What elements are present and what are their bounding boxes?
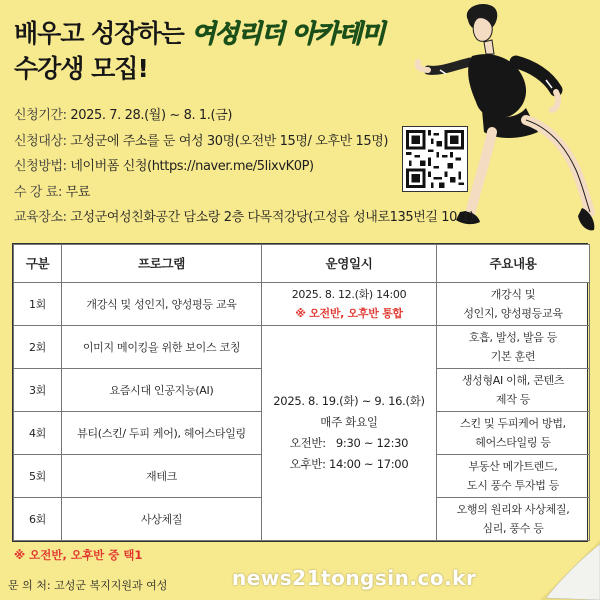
cell-content: 스킨 및 두피케어 방법, 헤어스타일링 등 (437, 412, 590, 455)
qr-code[interactable] (402, 126, 468, 192)
title-line2: 수강생 모집! (14, 54, 148, 83)
merged-class-note: ※ 오전반, 오후반 통합 (295, 307, 403, 320)
cell-program: 요즘시대 인공지능(AI) (62, 369, 262, 412)
title-line1-prefix: 배우고 성장하는 (14, 19, 192, 48)
table-row (14, 283, 590, 326)
cell-content: 생성형AI 이해, 콘텐츠 제작 등 (437, 369, 590, 412)
cell-schedule-weekly: 2025. 8. 19.(화) ~ 9. 16.(화) 매주 화요일 오전반: 9:30 ~ 12:30 오후반: 14:00 ~ 17:00 (262, 326, 437, 541)
cell-program: 이미지 메이킹을 위한 보이스 코칭 (62, 326, 262, 369)
page-curl-decoration (540, 540, 600, 600)
watermark: news21tongsin.co.kr (232, 566, 477, 590)
schedule-table (13, 244, 590, 541)
cell-no: 3회 (14, 369, 62, 412)
header-program: 프로그램 (62, 245, 262, 283)
signup-link[interactable]: 네이버폼 신청(https://naver.me/5lixvK0P) (70, 159, 314, 174)
cell-program: 재테크 (62, 455, 262, 498)
cell-program: 뷰티(스킨/ 두피 케어), 헤어스타일링 (62, 412, 262, 455)
info-row-target: 신청대상: 고성군에 주소를 둔 여성 30명(오전반 15명/ 오후반 15명) (14, 133, 389, 149)
header-no: 구분 (14, 245, 62, 283)
cell-program: 사상체질 (62, 498, 262, 541)
cell-no: 6회 (14, 498, 62, 541)
contact-info: 문 의 처: 고성군 복지지원과 여성 (8, 579, 168, 592)
table-row (14, 326, 590, 369)
schedule-table-container (12, 243, 588, 542)
class-choice-note: ※ 오전반, 오후반 중 택1 (14, 548, 143, 562)
cell-content: 부동산 메가트렌드, 도시 풍수 투자법 등 (437, 455, 590, 498)
cell-program: 개강식 및 성인지, 양성평등 교육 (62, 283, 262, 326)
info-row-method: 신청방법: 네이버폼 신청(https://naver.me/5lixvK0P) (14, 159, 314, 174)
title-accent: 여성리더 아카데미 (191, 19, 385, 48)
header-schedule: 운영일시 (262, 245, 437, 283)
cell-schedule-first: 2025. 8. 12.(화) 14:00 ※ 오전반, 오후반 통합 (262, 283, 437, 326)
qr-code-icon (406, 130, 464, 188)
cell-no: 1회 (14, 283, 62, 326)
cell-content: 호흡, 발성, 발음 등 기본 훈련 (437, 326, 590, 369)
info-row-period: 신청기간: 2025. 7. 28.(월) ~ 8. 1.(금) (14, 108, 233, 123)
poster-title (14, 16, 384, 86)
cell-content: 오행의 원리와 사상체질, 심리, 풍수 등 (437, 498, 590, 541)
cell-content: 개강식 및 성인지, 양성평등교육 (437, 283, 590, 326)
cell-no: 5회 (14, 455, 62, 498)
header-content: 주요내용 (437, 245, 590, 283)
cell-no: 2회 (14, 326, 62, 369)
cell-no: 4회 (14, 412, 62, 455)
info-row-venue: 교육장소: 고성군여성친화공간 담소랑 2층 다목적강당(고성읍 성내로135번길 10-1) (14, 210, 474, 225)
info-row-fee: 수 강 료: 무료 (14, 184, 90, 200)
table-header-row (14, 245, 590, 283)
